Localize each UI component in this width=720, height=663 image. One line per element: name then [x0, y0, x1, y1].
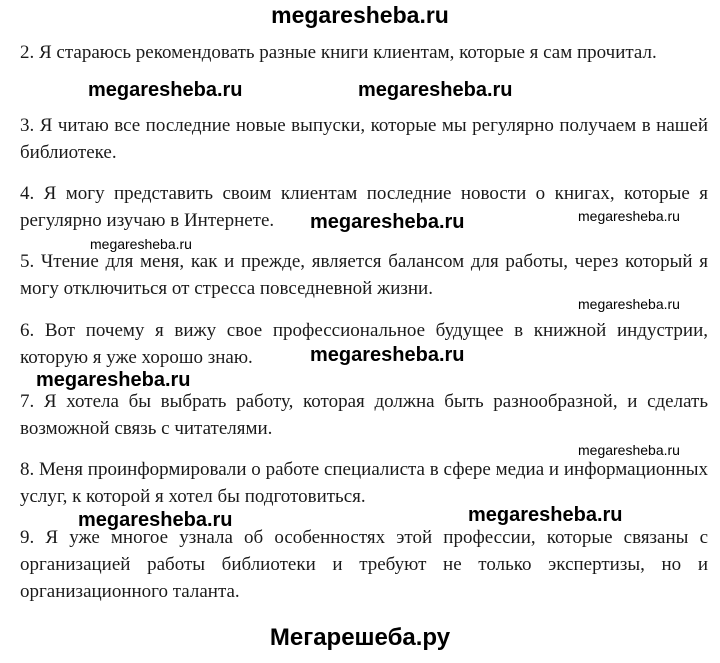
paragraph-2: 2. Я стараюсь рекомендовать разные книги клиентам, которые я сам прочитал.	[20, 42, 657, 63]
watermark: megaresheba.ru	[578, 442, 680, 458]
watermark: megaresheba.ru	[578, 208, 680, 224]
paragraph-5: 5. Чтение для меня, как и прежде, является балансом для работы, через который я могу отключиться от стресса повседневной жизни.	[20, 251, 708, 299]
paragraph-8: 8. Меня проинформировали о работе специалиста в сфере медиа и информационных услуг, к которой я хотел бы подготовиться.	[20, 459, 708, 507]
watermark: megaresheba.ru	[90, 236, 192, 252]
paragraph-9: 9. Я уже многое узнала об особенностях этой профессии, которые связаны с организацией работы библиотеки и требуют не только экспертизы, но и организационного таланта.	[20, 527, 708, 602]
watermark: megaresheba.ru	[310, 344, 465, 366]
paragraph-4: 4. Я могу представить своим клиентам последние новости о книгах, которые я регулярно изучаю в Интернете.	[20, 183, 708, 231]
watermark: megaresheba.ru	[36, 369, 191, 391]
paragraph-6: 6. Вот почему я вижу свое профессиональное будущее в книжной индустрии, которую я уже хорошо знаю.	[20, 320, 708, 368]
watermark: megaresheba.ru	[358, 79, 513, 101]
watermark: megaresheba.ru	[88, 79, 243, 101]
header-watermark: megaresheba.ru	[271, 2, 449, 28]
paragraph-7: 7. Я хотела бы выбрать работу, которая должна быть разнообразной, и сделать возможной связь с читателями.	[20, 391, 708, 439]
watermark: megaresheba.ru	[310, 211, 465, 233]
watermark: megaresheba.ru	[78, 509, 233, 531]
paragraph-3: 3. Я читаю все последние новые выпуски, которые мы регулярно получаем в нашей библиотеке.	[20, 115, 708, 163]
watermark: megaresheba.ru	[468, 504, 623, 526]
footer-watermark: Мегарешеба.ру	[269, 624, 451, 651]
watermark: megaresheba.ru	[578, 296, 680, 312]
